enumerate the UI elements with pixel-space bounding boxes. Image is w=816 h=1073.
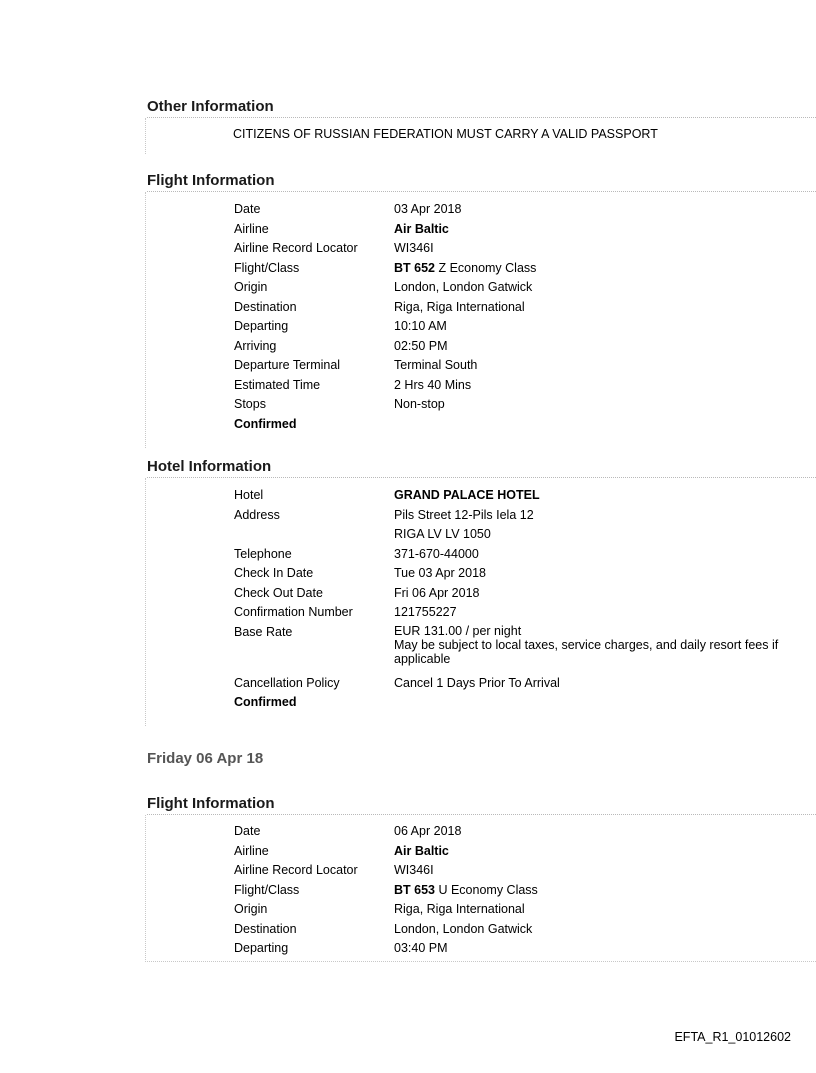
flight2-date-value: 06 Apr 2018: [394, 824, 462, 838]
flight-class-text: Z Economy Class: [435, 260, 537, 275]
base-rate-label: Base Rate: [234, 624, 293, 639]
flight-information-box: [145, 192, 816, 448]
terminal-value: Terminal South: [394, 358, 478, 372]
flight2-date-label: Date: [234, 824, 261, 838]
origin-value: London, London Gatwick: [394, 280, 533, 294]
check-in-value: Tue 03 Apr 2018: [394, 566, 486, 580]
flight2-airline-label: Airline: [234, 843, 269, 858]
address-value: [394, 507, 784, 542]
flight-date-value: 03 Apr 2018: [394, 202, 462, 216]
record-locator-value: WI346I: [394, 241, 434, 255]
flight2-record-locator-value: WI346I: [394, 863, 434, 877]
arriving-label: Arriving: [234, 338, 277, 353]
airline-value: Air Baltic: [394, 221, 449, 236]
origin-label: Origin: [234, 280, 268, 294]
check-out-value: Fri 06 Apr 2018: [394, 585, 480, 600]
arriving-value: 02:50 PM: [394, 338, 448, 353]
flight2-class-value: [394, 882, 784, 898]
other-information-title: Other Information: [147, 98, 816, 118]
flight2-departing-value: 03:40 PM: [394, 941, 448, 955]
terminal-label: Departure Terminal: [234, 358, 341, 372]
flight2-number: BT 653: [394, 882, 435, 897]
flight-information-title: Flight Information: [147, 172, 816, 192]
address-line-1: Pils Street 12-Pils Iela 12: [394, 507, 534, 522]
estimated-time-label: Estimated Time: [234, 377, 321, 392]
cancellation-value: Cancel 1 Days Prior To Arrival: [394, 675, 560, 690]
stops-value: Non-stop: [394, 397, 445, 411]
flight2-airline-value: Air Baltic: [394, 843, 449, 858]
check-in-label: Check In Date: [234, 566, 314, 580]
hotel-status: Confirmed: [234, 695, 297, 709]
hotel-value: GRAND PALACE HOTEL: [394, 488, 540, 502]
hotel-information-title: Hotel Information: [147, 458, 816, 478]
other-information-box: [145, 118, 816, 154]
flight2-class-label: Flight/Class: [234, 882, 300, 897]
hotel-information-box: [145, 478, 816, 726]
base-rate-note: May be subject to local taxes, service charges, and daily resort fees if applicable: [394, 637, 779, 666]
destination-label: Destination: [234, 299, 297, 314]
flight2-class-text: U Economy Class: [435, 882, 538, 897]
flight2-origin-label: Origin: [234, 902, 268, 916]
flight2-destination-label: Destination: [234, 921, 297, 936]
flight2-destination-value: London, London Gatwick: [394, 921, 533, 936]
base-rate-value: [394, 624, 784, 666]
flight-information-box-2: [145, 815, 816, 962]
estimated-time-value: 2 Hrs 40 Mins: [394, 377, 472, 392]
departing-value: 10:10 AM: [394, 319, 447, 333]
stops-label: Stops: [234, 397, 266, 411]
flight2-record-locator-label: Airline Record Locator: [234, 863, 358, 877]
base-rate-amount: EUR 131.00 / per night: [394, 623, 522, 638]
address-line-2: RIGA LV LV 1050: [394, 526, 491, 541]
telephone-label: Telephone: [234, 546, 292, 561]
flight-class-value: [394, 260, 784, 276]
flight-date-label: Date: [234, 202, 261, 216]
record-locator-label: Airline Record Locator: [234, 241, 358, 255]
flight-number: BT 652: [394, 260, 435, 275]
telephone-value: 371-670-44000: [394, 546, 479, 561]
flight2-origin-value: Riga, Riga International: [394, 902, 525, 916]
document-id: EFTA_R1_01012602: [674, 1030, 791, 1044]
flight2-departing-label: Departing: [234, 941, 289, 955]
departing-label: Departing: [234, 319, 289, 333]
check-out-label: Check Out Date: [234, 585, 323, 600]
day-heading: Friday 06 Apr 18: [147, 750, 264, 767]
other-information-text: CITIZENS OF RUSSIAN FEDERATION MUST CARRY A VALID PASSPORT: [233, 127, 658, 141]
flight-status: Confirmed: [234, 416, 297, 431]
flight-class-label: Flight/Class: [234, 260, 300, 275]
airline-label: Airline: [234, 221, 269, 236]
address-label: Address: [234, 507, 280, 522]
cancellation-label: Cancellation Policy: [234, 675, 340, 690]
destination-value: Riga, Riga International: [394, 299, 525, 314]
confirmation-value: 121755227: [394, 605, 457, 619]
hotel-label: Hotel: [234, 488, 264, 502]
confirmation-label: Confirmation Number: [234, 605, 353, 619]
flight-information-title-2: Flight Information: [147, 795, 816, 815]
